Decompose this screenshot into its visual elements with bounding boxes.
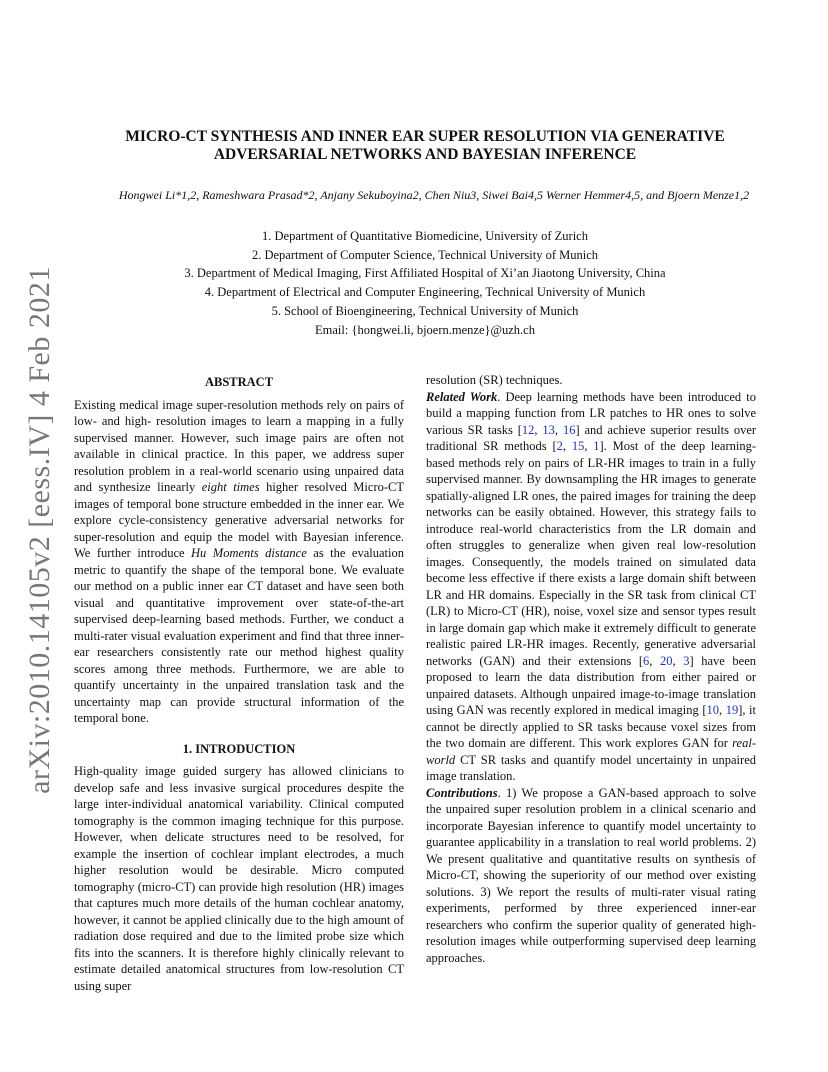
- abstract-part-3: as the evaluation metric to quantify the shape of the temporal bone. We evaluate our method on a public inner ear CT dataset and have seen both visual and quantitative improvement over state-of-the-art supervised deep-learning based methods. Further, we conduct a multi-rater visual evaluation experiment and find that three inner-ear researchers consistently rate our method highest quality scores among three methods. Furthermore, we are able to quantify uncertainty in the unpaired translation task and the uncertainty map can provide structural information of the temporal bone.: [74, 546, 404, 725]
- citation-link[interactable]: 20: [660, 653, 673, 668]
- affiliation-3: 3. Department of Medical Imaging, First Affiliated Hospital of Xi’an Jiaotong University, China: [184, 266, 666, 281]
- citation-link[interactable]: 1: [593, 439, 600, 453]
- abstract-heading: ABSTRACT: [204, 375, 274, 389]
- contributions-text: . 1) We propose a GAN-based approach to solve the unpaired super resolution problem in a clinical scenario and incorporate Bayesian inference to quantify model uncertainty to guarantee applicability in a translation to real world problems. 2) We present qualitative and quantitative results on synthesis of Micro-CT, showing the superiority of our method over existing solutions. 3) We report the results of multi-rater visual rating experiments, performed by three experienced inner-ear researchers who confirm the superior quality of generated high-resolution images while outperforming supervised deep learning approaches.: [426, 785, 756, 965]
- contributions-paragraph: [426, 785, 756, 967]
- abstract-emphasis-1: eight times: [201, 480, 260, 494]
- paper-title: [74, 128, 776, 164]
- related-work-text: ,: [649, 653, 661, 668]
- related-work-text: ,: [554, 422, 563, 437]
- abstract-emphasis-2: Hu Moments distance: [191, 546, 307, 560]
- related-work-paragraph: [426, 389, 756, 785]
- citation-link[interactable]: 13: [542, 422, 555, 437]
- affiliation-4: 4. Department of Electrical and Computer Engineering, Technical University of Munich: [204, 285, 646, 300]
- abstract-part-1: Existing medical image super-resolution methods rely on pairs of low- and high- resolution images to learn a mapping in a fully supervised manner. However, such image pairs are often not available in clinical practice. In this paper, we address super resolution problem in a real-world scenario using unpaired data and synthesize linearly: [74, 397, 404, 494]
- left-column: [74, 372, 404, 994]
- related-work-text: ] and achieve superior results over traditional SR methods [: [426, 422, 757, 453]
- related-work-text: ,: [719, 703, 726, 717]
- author-list: Hongwei Li*1,2, Rameshwara Prasad*2, Anjany Sekuboyina2, Chen Niu3, Siwei Bai4,5 Werner Hemmer4,5, and Bjoern Menze1,2: [118, 188, 750, 202]
- citation-link[interactable]: 10: [706, 703, 720, 717]
- contact-email: Email: {hongwei.li, bjoern.menze}@uzh.ch: [315, 322, 535, 337]
- introduction-heading: 1. INTRODUCTION: [182, 741, 296, 756]
- related-work-text: ]. Most of the deep learning-based methods rely on pairs of LR-HR images to train in a fully supervised manner. By downsampling the HR images to generate spatially-aligned LR ones, the paired images for training the deep networks can be easily obtained. However, this strategy fails to introduce real-world characteristics from the LR domain and often struggles to generalize when given real low-resolution images. Consequently, the models trained on simulated data become less effective if there exists a large domain shift between LR and HR domains. Especially in the SR task from clinical CT (LR) to Micro-CT (HR), noise, voxel size and sensor types result in large domain gap which make it extremely difficult to generate realistic paired LR-HR images. Recently, generative adversarial networks (GAN) and their extensions [: [426, 439, 757, 668]
- abstract-part-2: higher resolved Micro-CT images of temporal bone structure embedded in the inner ear. We explore cycle-consistency generative adversarial networks for super-resolution and equip the model with Bayesian inference. We further introduce: [74, 480, 404, 560]
- contributions-label: Contributions: [426, 785, 498, 800]
- title-line-1: MICRO-CT SYNTHESIS AND INNER EAR SUPER RESOLUTION VIA GENERATIVE: [125, 128, 725, 145]
- related-work-emphasis: real-world: [426, 736, 756, 767]
- related-work-text: . Deep learning methods have been introduced to build a mapping function from LR patches to HR ones to solve various SR tasks [: [426, 389, 756, 437]
- introduction-text: High-quality image guided surgery has allowed clinicians to develop safe and less invasive surgical procedures despite the large inter-individual anatomical variability. Clinical computed tomography is the common imaging technique for this purpose. However, when delicate structures need to be resolved, for example the insertion of cochlear implant electrodes, a much higher resolution would be desirable. Micro computed tomography (micro-CT) can provide high resolution (HR) images that captures much more details of the human cochlear anatomy, however, it cannot be applied clinically due to the high amount of radiation dose required and due to the limited probe size which fits into the scanners. It is therefore highly clinically relevant to estimate detailed anatomical structures from low-resolution CT using super: [74, 764, 404, 993]
- affiliation-1: 1. Department of Quantitative Biomedicine, University of Zurich: [262, 229, 588, 243]
- related-work-text: ], it cannot be directly applied to SR tasks because voxel sizes from the two domain are different. This work explores GAN for: [426, 703, 756, 750]
- citation-link[interactable]: 3: [683, 653, 690, 668]
- affiliation-list: [74, 227, 776, 339]
- arxiv-id-text: arXiv:2010.14105v2 [eess.IV] 4 Feb 2021: [23, 266, 56, 794]
- related-work-text: ,: [562, 439, 572, 453]
- citation-link[interactable]: 2: [556, 439, 563, 453]
- citation-link[interactable]: 12: [521, 422, 535, 437]
- related-work-text: ,: [672, 653, 684, 668]
- related-work-label: Related Work: [426, 389, 498, 404]
- related-work-text: ,: [584, 439, 594, 453]
- abstract-text: [74, 397, 404, 727]
- related-work-text: CT SR tasks and quantify model uncertainty in unpaired image translation.: [426, 752, 756, 783]
- citation-link[interactable]: 19: [725, 703, 739, 717]
- citation-link[interactable]: 15: [571, 439, 585, 453]
- introduction-continued: resolution (SR) techniques.: [426, 373, 563, 387]
- affiliation-5: 5. School of Bioengineering, Technical University of Munich: [271, 303, 579, 318]
- related-work-text: ,: [534, 422, 543, 437]
- right-column: [426, 372, 756, 966]
- citation-link[interactable]: 6: [643, 653, 650, 668]
- title-line-2: ADVERSARIAL NETWORKS AND BAYESIAN INFERENCE: [213, 146, 637, 163]
- citation-link[interactable]: 16: [562, 422, 576, 437]
- affiliation-2: 2. Department of Computer Science, Technical University of Munich: [251, 247, 599, 262]
- related-work-text: ] have been proposed to learn the data distribution from either paired or unpaired datasets. Although unpaired image-to-image translation using GAN was recently explored in medical imaging [: [426, 653, 757, 717]
- arxiv-side-identifier: [20, 266, 60, 794]
